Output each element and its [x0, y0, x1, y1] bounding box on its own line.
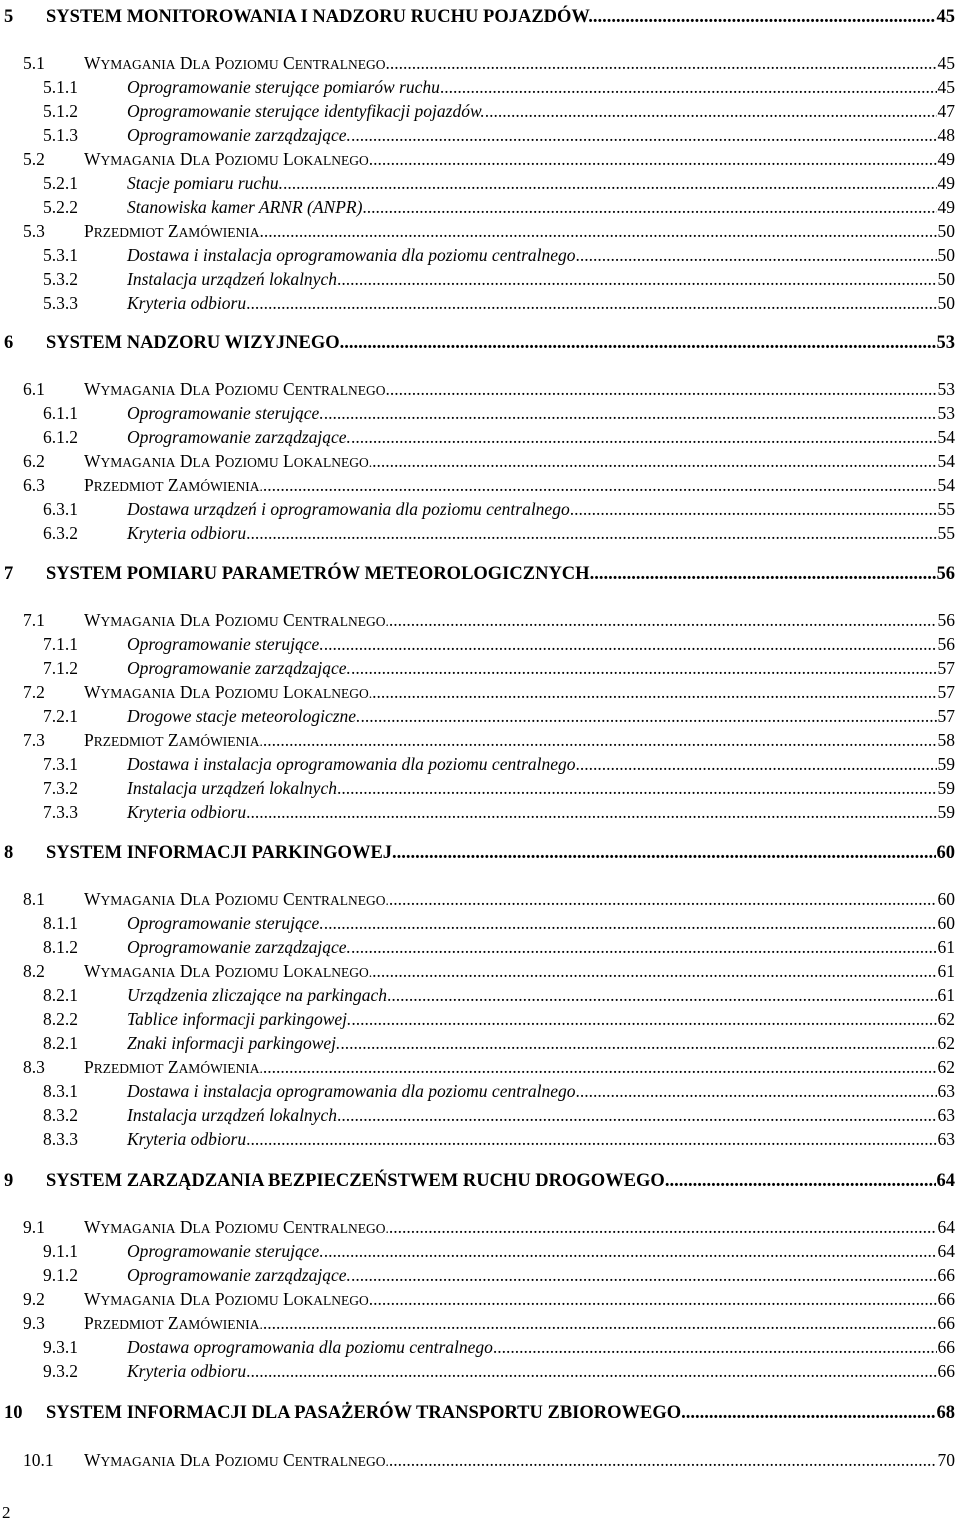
- toc-entry-page: 62: [937, 1033, 955, 1053]
- toc-entry-page: 64: [937, 1241, 955, 1261]
- toc-entry-page: 50: [937, 245, 955, 265]
- toc-entry-page: 57: [937, 682, 955, 702]
- toc-entry: [23, 886, 955, 912]
- toc-entry-page: 56: [937, 634, 955, 654]
- toc-entry-leader: [576, 242, 937, 268]
- toc-entry-title: Kryteria odbioru: [127, 1129, 247, 1149]
- toc-entry-page: 56: [936, 564, 955, 584]
- toc-entry: [23, 607, 955, 633]
- toc-entry-number: 5.3.1: [43, 245, 78, 265]
- toc-entry-leader: [260, 218, 937, 244]
- toc-entry-leader: [351, 122, 937, 148]
- toc-entry-title: Oprogramowanie zarządzające.: [127, 658, 351, 678]
- toc-entry: [43, 751, 955, 777]
- toc-entry-page: 56: [937, 610, 955, 630]
- toc-entry-number: 6.1: [23, 379, 45, 399]
- toc-entry-page: 57: [937, 706, 955, 726]
- toc-entry-page: 45: [937, 53, 955, 73]
- toc-entry: [4, 1168, 955, 1194]
- toc-entry: [43, 1126, 955, 1152]
- toc-entry-number: 5.1.1: [43, 77, 78, 97]
- toc-entry-title: Oprogramowanie zarządzające.: [127, 125, 351, 145]
- toc-entry-leader: [263, 727, 937, 753]
- toc-entry-number: 7.3: [23, 730, 45, 750]
- toc-entry-title: WYMAGANIA DLA POZIOMU CENTRALNEGO.: [84, 1450, 389, 1470]
- toc-entry-page: 50: [937, 269, 955, 289]
- page-number: 2: [2, 1503, 11, 1522]
- toc-entry-page: 66: [937, 1337, 955, 1357]
- toc-entry: [43, 1030, 955, 1056]
- toc-entry-page: 45: [937, 77, 955, 97]
- toc-entry-leader: [389, 607, 937, 633]
- toc-entry: [43, 242, 955, 268]
- toc-entry-number: 8.2: [23, 961, 45, 981]
- toc-entry: [43, 1358, 955, 1384]
- toc-entry-number: 7.3.2: [43, 778, 78, 798]
- toc-entry-leader: [324, 1238, 937, 1264]
- toc-entry-number: 8.3.3: [43, 1129, 78, 1149]
- toc-entry: [43, 400, 955, 426]
- toc-entry-page: 64: [937, 1217, 955, 1237]
- toc-entry-leader: [351, 1006, 936, 1032]
- toc-entry-leader: [351, 655, 937, 681]
- toc-entry-number: 5.2.1: [43, 173, 78, 193]
- toc-entry-page: 60: [936, 843, 955, 863]
- toc-entry: [43, 194, 955, 220]
- toc-entry-page: 68: [936, 1403, 955, 1423]
- toc-entry-leader: [362, 194, 936, 220]
- toc-entry-number: 9.3.1: [43, 1337, 78, 1357]
- toc-entry-page: 53: [936, 333, 955, 353]
- toc-entry-leader: [385, 376, 936, 402]
- toc-entry-title: WYMAGANIA DLA POZIOMU LOKALNEGO.: [84, 451, 373, 471]
- toc-entry-title: PRZEDMIOT ZAMÓWIENIA.: [84, 730, 263, 750]
- toc-entry: [4, 330, 955, 356]
- toc-entry-title: Oprogramowanie sterujące.: [127, 913, 324, 933]
- toc-entry: [23, 50, 955, 76]
- toc-entry-page: 54: [937, 427, 955, 447]
- toc-entry-leader: [246, 1358, 936, 1384]
- toc-entry-leader: [324, 400, 937, 426]
- toc-entry: [23, 1447, 955, 1473]
- toc-entry-number: 5.1: [23, 53, 45, 73]
- toc-entry: [43, 170, 955, 196]
- toc-entry-title: WYMAGANIA DLA POZIOMU CENTRALNEGO.: [84, 889, 389, 909]
- toc-entry: [23, 218, 955, 244]
- toc-entry-leader: [263, 1054, 937, 1080]
- toc-entry: [43, 266, 955, 292]
- toc-entry: [43, 1238, 955, 1264]
- toc-entry-number: 8.3: [23, 1057, 45, 1077]
- toc-entry-title: Drogowe stacje meteorologiczne.: [127, 706, 361, 726]
- toc-entry-title: WYMAGANIA DLA POZIOMU LOKALNEGO.: [84, 961, 373, 981]
- toc-entry-title: Oprogramowanie sterujące pomiarów ruchu: [127, 77, 440, 97]
- toc-entry-number: 6.3.2: [43, 523, 78, 543]
- toc-entry-page: 55: [937, 523, 955, 543]
- toc-entry-leader: [340, 1030, 936, 1056]
- toc-entry-title: Znaki informacji parkingowej.: [127, 1033, 341, 1053]
- toc-entry-leader: [387, 982, 936, 1008]
- toc-entry-number: 5.1.3: [43, 125, 78, 145]
- toc-entry-title: Kryteria odbioru: [127, 802, 247, 822]
- toc-entry-leader: [340, 330, 936, 356]
- toc-entry-leader: [392, 840, 935, 866]
- toc-entry: [43, 1006, 955, 1032]
- toc-entry-number: 8.1.1: [43, 913, 78, 933]
- toc-entry-page: 64: [936, 1171, 955, 1191]
- toc-entry-number: 8: [4, 843, 14, 863]
- toc-entry: [4, 4, 955, 30]
- toc-entry-title: Oprogramowanie zarządzające.: [127, 937, 351, 957]
- toc-entry: [43, 74, 955, 100]
- toc-entry-leader: [440, 74, 937, 100]
- toc-entry-number: 9: [4, 1171, 14, 1191]
- toc-entry-number: 5.2.2: [43, 197, 78, 217]
- toc-entry-leader: [389, 886, 937, 912]
- toc-entry: [43, 631, 955, 657]
- toc-entry-page: 59: [937, 754, 955, 774]
- toc-entry-page: 53: [937, 379, 955, 399]
- toc-entry-title: SYSTEM POMIARU PARAMETRÓW METEOROLOGICZNYCH: [46, 564, 590, 584]
- toc-entry: [4, 561, 955, 587]
- toc-entry-page: 66: [937, 1313, 955, 1333]
- toc-entry-title: WYMAGANIA DLA POZIOMU CENTRALNEGO.: [84, 610, 389, 630]
- toc-entry: [43, 703, 955, 729]
- toc-entry-title: Oprogramowanie sterujące.: [127, 634, 324, 654]
- toc-entry-title: Dostawa i instalacja oprogramowania dla poziomu centralnego: [127, 754, 576, 774]
- toc-entry-leader: [337, 775, 937, 801]
- toc-entry-title: WYMAGANIA DLA POZIOMU CENTRALNEGO.: [84, 1217, 389, 1237]
- toc-entry-page: 60: [937, 889, 955, 909]
- toc-entry-number: 6.3.1: [43, 499, 78, 519]
- toc-entry-page: 59: [937, 778, 955, 798]
- toc-entry-leader: [351, 934, 937, 960]
- toc-entry: [43, 910, 955, 936]
- toc-entry-title: Oprogramowanie zarządzające.: [127, 427, 351, 447]
- toc-entry-page: 61: [937, 937, 955, 957]
- toc-entry-page: 63: [937, 1105, 955, 1125]
- toc-entry: [23, 679, 955, 705]
- toc-entry-title: Tablice informacji parkingowej.: [127, 1009, 352, 1029]
- toc-entry-title: Kryteria odbioru: [127, 523, 247, 543]
- toc-entry: [43, 934, 955, 960]
- toc-entry-leader: [590, 561, 936, 587]
- toc-entry-leader: [351, 1262, 937, 1288]
- toc-entry-number: 8.1: [23, 889, 45, 909]
- toc-entry-page: 66: [937, 1361, 955, 1381]
- toc-entry: [43, 1262, 955, 1288]
- toc-entry-leader: [389, 1214, 937, 1240]
- toc-entry-title: PRZEDMIOT ZAMÓWIENIA.: [84, 1057, 263, 1077]
- toc-entry: [23, 448, 955, 474]
- toc-entry-title: Dostawa urządzeń i oprogramowania dla poziomu centralnego: [127, 499, 570, 519]
- toc-entry-title: PRZEDMIOT ZAMÓWIENIA.: [84, 475, 263, 495]
- toc-entry-leader: [493, 1334, 937, 1360]
- toc-entry-title: Instalacja urządzeń lokalnych: [127, 269, 337, 289]
- toc-entry-page: 45: [936, 7, 955, 27]
- toc-entry: [23, 146, 955, 172]
- toc-entry-title: SYSTEM NADZORU WIZYJNEGO: [46, 333, 340, 353]
- toc-entry-page: 66: [937, 1289, 955, 1309]
- toc-entry-number: 8.2.1: [43, 1033, 78, 1053]
- toc-entry-page: 63: [937, 1081, 955, 1101]
- toc-entry-number: 5.1.2: [43, 101, 78, 121]
- toc-entry: [23, 1286, 955, 1312]
- toc-entry-leader: [372, 679, 936, 705]
- toc-entry-number: 6.1.2: [43, 427, 78, 447]
- toc-entry-number: 8.2.1: [43, 985, 78, 1005]
- toc-entry-page: 55: [937, 499, 955, 519]
- toc-entry-title: WYMAGANIA DLA POZIOMU LOKALNEGO: [84, 149, 369, 169]
- toc-entry-title: Dostawa i instalacja oprogramowania dla poziomu centralnego: [127, 1081, 576, 1101]
- toc-entry: [23, 1310, 955, 1336]
- toc-entry: [43, 496, 955, 522]
- toc-entry-page: 70: [937, 1450, 955, 1470]
- toc-entry-leader: [263, 1310, 937, 1336]
- toc-entry-number: 6.2: [23, 451, 45, 471]
- toc-entry-page: 66: [937, 1265, 955, 1285]
- toc-entry-title: Oprogramowanie zarządzające.: [127, 1265, 351, 1285]
- toc-entry-title: Instalacja urządzeń lokalnych: [127, 1105, 337, 1125]
- toc-entry: [43, 122, 955, 148]
- toc-entry-title: Kryteria odbioru: [127, 1361, 247, 1381]
- toc-entry: [43, 290, 955, 316]
- toc-entry-title: Urządzenia zliczające na parkingach: [127, 985, 388, 1005]
- toc-entry-page: 61: [937, 961, 955, 981]
- toc-entry-number: 7.3.3: [43, 802, 78, 822]
- toc-entry-number: 9.3: [23, 1313, 45, 1333]
- toc-entry-number: 9.1.1: [43, 1241, 78, 1261]
- toc-entry: [23, 727, 955, 753]
- toc-entry-number: 5.3.3: [43, 293, 78, 313]
- toc-entry-number: 6: [4, 333, 14, 353]
- toc-entry-title: Dostawa oprogramowania dla poziomu centralnego: [127, 1337, 493, 1357]
- toc-entry-page: 49: [937, 173, 955, 193]
- toc-entry: [43, 982, 955, 1008]
- toc-entry-number: 9.1.2: [43, 1265, 78, 1285]
- toc-entry-title: PRZEDMIOT ZAMÓWIENIA.: [84, 1313, 263, 1333]
- toc-entry: [4, 840, 955, 866]
- toc-entry-page: 49: [937, 149, 955, 169]
- toc-entry-page: 62: [937, 1009, 955, 1029]
- toc-entry-number: 7: [4, 564, 14, 584]
- toc-entry-leader: [337, 266, 937, 292]
- toc-entry-leader: [246, 799, 936, 825]
- toc-entry: [23, 1054, 955, 1080]
- toc-entry-page: 61: [937, 985, 955, 1005]
- toc-entry: [43, 655, 955, 681]
- toc-entry-leader: [369, 146, 937, 172]
- toc-entry-title: SYSTEM INFORMACJI PARKINGOWEJ: [46, 843, 393, 863]
- toc-entry-leader: [372, 448, 936, 474]
- toc-entry-number: 7.2.1: [43, 706, 78, 726]
- toc-entry-leader: [369, 1286, 937, 1312]
- toc-entry-leader: [360, 703, 936, 729]
- toc-entry-number: 7.3.1: [43, 754, 78, 774]
- toc-entry: [23, 376, 955, 402]
- toc-entry-leader: [576, 751, 937, 777]
- toc-entry-number: 10.1: [23, 1450, 54, 1470]
- toc-entry-page: 50: [937, 293, 955, 313]
- toc-entry: [43, 424, 955, 450]
- toc-entry-leader: [324, 631, 937, 657]
- toc-entry: [43, 1078, 955, 1104]
- toc-entry-number: 5.3.2: [43, 269, 78, 289]
- toc-entry: [4, 1400, 955, 1426]
- toc-entry-page: 59: [937, 802, 955, 822]
- toc-entry-leader: [570, 496, 937, 522]
- toc-entry-leader: [576, 1078, 937, 1104]
- toc-entry-number: 5: [4, 7, 14, 27]
- toc-entry-leader: [385, 50, 936, 76]
- toc-entry-leader: [324, 910, 937, 936]
- toc-entry-title: SYSTEM ZARZĄDZANIA BEZPIECZEŃSTWEM RUCHU DROGOWEGO: [46, 1171, 665, 1191]
- toc-entry-title: SYSTEM INFORMACJI DLA PASAŻERÓW TRANSPORTU ZBIOROWEGO: [46, 1403, 682, 1423]
- toc-entry-page: 54: [937, 475, 955, 495]
- toc-entry-title: Oprogramowanie sterujące.: [127, 1241, 324, 1261]
- toc-entry-number: 7.1: [23, 610, 45, 630]
- toc-entry: [43, 1334, 955, 1360]
- toc-entry-title: Stanowiska kamer ARNR (ANPR): [127, 197, 363, 217]
- toc-entry-title: Oprogramowanie sterujące.: [127, 403, 324, 423]
- toc-entry-page: 60: [937, 913, 955, 933]
- toc-entry-number: 8.3.1: [43, 1081, 78, 1101]
- toc-entry-number: 8.3.2: [43, 1105, 78, 1125]
- toc-entry-leader: [246, 1126, 936, 1152]
- toc-entry-number: 9.1: [23, 1217, 45, 1237]
- toc-entry-leader: [351, 424, 937, 450]
- toc-entry: [23, 958, 955, 984]
- toc-entry-number: 8.2.2: [43, 1009, 78, 1029]
- toc-entry-leader: [593, 4, 936, 30]
- toc-entry-title: PRZEDMIOT ZAMÓWIENIA: [84, 221, 260, 241]
- toc-entry-page: 62: [937, 1057, 955, 1077]
- toc-entry-title: WYMAGANIA DLA POZIOMU LOKALNEGO: [84, 1289, 369, 1309]
- toc-entry-number: 5.3: [23, 221, 45, 241]
- toc-entry-leader: [389, 1447, 937, 1473]
- toc-entry-leader: [263, 472, 937, 498]
- toc-entry-number: 10: [4, 1403, 23, 1423]
- toc-entry-leader: [485, 98, 937, 124]
- toc-entry: [43, 1102, 955, 1128]
- toc-entry: [43, 799, 955, 825]
- toc-entry-page: 57: [937, 658, 955, 678]
- toc-entry-number: 7.1.2: [43, 658, 78, 678]
- toc-entry-leader: [681, 1400, 935, 1426]
- toc-entry-title: SYSTEM MONITOROWANIA I NADZORU RUCHU POJAZDÓW.: [46, 7, 593, 27]
- toc-entry-page: 53: [937, 403, 955, 423]
- toc-entry-page: 58: [937, 730, 955, 750]
- toc-entry-page: 48: [937, 125, 955, 145]
- toc-entry-number: 7.2: [23, 682, 45, 702]
- toc-entry-title: Dostawa i instalacja oprogramowania dla poziomu centralnego: [127, 245, 576, 265]
- toc-entry-number: 9.3.2: [43, 1361, 78, 1381]
- toc-entry-title: WYMAGANIA DLA POZIOMU CENTRALNEGO: [84, 379, 386, 399]
- toc-entry-leader: [246, 520, 936, 546]
- toc-entry-leader: [337, 1102, 937, 1128]
- toc-entry: [43, 520, 955, 546]
- toc-entry-page: 50: [937, 221, 955, 241]
- toc-entry-title: WYMAGANIA DLA POZIOMU LOKALNEGO.: [84, 682, 373, 702]
- toc-entry-number: 9.2: [23, 1289, 45, 1309]
- toc-entry-number: 7.1.1: [43, 634, 78, 654]
- toc-entry-number: 8.1.2: [43, 937, 78, 957]
- toc-entry-title: Instalacja urządzeń lokalnych: [127, 778, 337, 798]
- toc-entry-leader: [283, 170, 936, 196]
- toc-entry-number: 5.2: [23, 149, 45, 169]
- toc-entry-number: 6.3: [23, 475, 45, 495]
- toc-entry: [43, 775, 955, 801]
- toc-entry-leader: [246, 290, 936, 316]
- toc-entry-page: 54: [937, 451, 955, 471]
- toc-entry-number: 6.1.1: [43, 403, 78, 423]
- toc-entry-title: Stacje pomiaru ruchu.: [127, 173, 284, 193]
- toc-entry-leader: [665, 1168, 936, 1194]
- toc-entry: [43, 98, 955, 124]
- toc-entry-title: Oprogramowanie sterujące identyfikacji pojazdów.: [127, 101, 485, 121]
- toc-entry-title: Kryteria odbioru: [127, 293, 247, 313]
- toc-entry: [23, 1214, 955, 1240]
- toc-entry-leader: [372, 958, 936, 984]
- toc-entry-title: WYMAGANIA DLA POZIOMU CENTRALNEGO: [84, 53, 386, 73]
- toc-entry-page: 47: [937, 101, 955, 121]
- toc-entry: [23, 472, 955, 498]
- toc-entry-page: 49: [937, 197, 955, 217]
- toc-entry-page: 63: [937, 1129, 955, 1149]
